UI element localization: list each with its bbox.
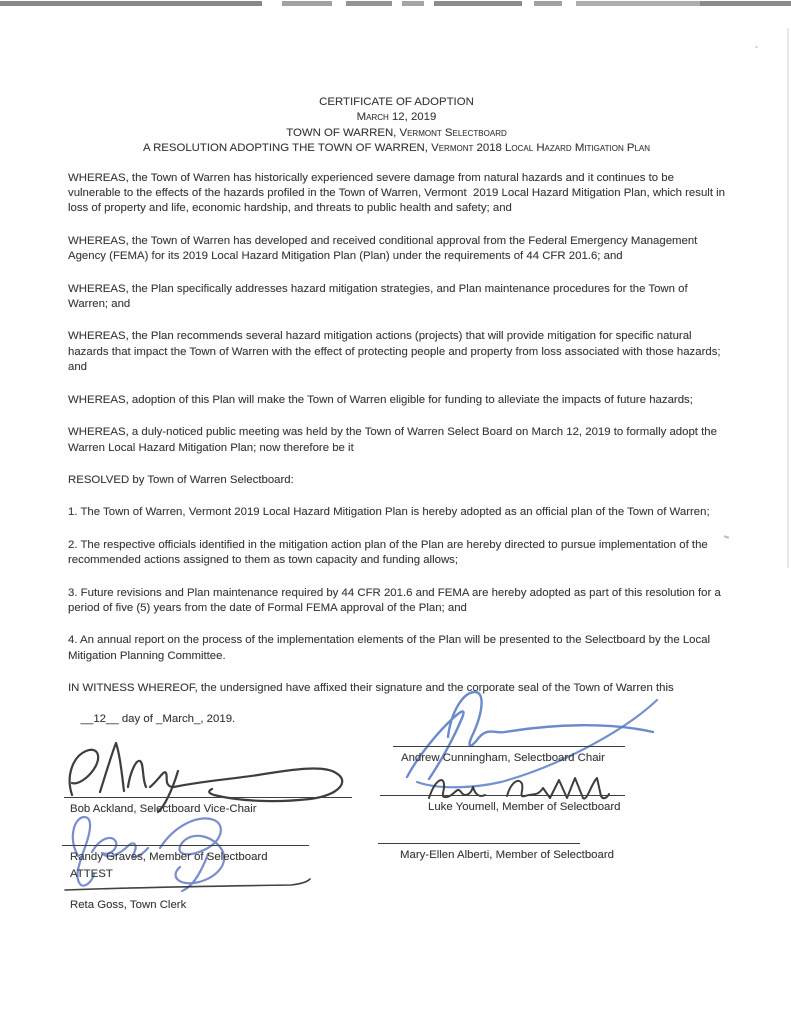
document-title: CERTIFICATE OF ADOPTION [319,96,474,108]
scan-speck [755,46,758,48]
witness-line-2: __12__ day of _March_, 2019. [80,712,236,725]
resolution-item-3: 3. Future revisions and Plan maintenance required by 44 CFR 201.6 and FEMA are hereby adopted as part of this resolution for a period of five (5) years from the date of Formal FEMA approval of the Plan; and [68,586,724,614]
resolution-item-1: 1. The Town of Warren, Vermont 2019 Local Hazard Mitigation Plan is hereby adopted as an official plan of the Town of Warren; [68,506,710,519]
bob-signature-label: Bob Ackland, Selectboard Vice-Chair [70,803,257,815]
reta-goss-signature-line [63,878,313,892]
whereas-paragraph-1: WHEREAS, the Town of Warren has historically experienced severe damage from natural hazards and it continues to be vulnerable to the effects of the hazards profiled in the Town of Warren, Vermont 2019 Local Hazard Mitigation Plan, which result in loss of property and life, economic hardship, and threats to public health and safety; and [68,171,729,215]
randy-signature-label: Randy Graves, Member of Selectboard [70,851,268,863]
scanner-artifact-strip [0,1,791,6]
document-body [68,95,729,727]
whereas-paragraph-3: WHEREAS, the Plan specifically addresses hazard mitigation strategies, and Plan maintenance procedures for the Town of Warren; and [68,282,691,311]
luke-signature-label: Luke Youmell, Member of Selectboard [428,801,621,813]
mary-signature-label: Mary-Ellen Alberti, Member of Selectboard [400,849,614,861]
document-date: March 12, 2019 [356,111,437,124]
bob-signature-line [64,797,352,798]
andrew-signature-label: Andrew Cunningham, Selectboard Chair [401,752,605,764]
attest-label: ATTEST [70,868,113,880]
whereas-paragraph-5: WHEREAS, adoption of this Plan will make the Town of Warren eligible for funding to alleviate the impacts of future hazards; [68,393,693,406]
andrew-signature-line [393,746,625,747]
whereas-paragraph-2: WHEREAS, the Town of Warren has developed and received conditional approval from the Federal Emergency Management Agency (FEMA) for its 2019 Local Hazard Mitigation Plan (Plan) under the requirements of 44 CFR 201.6; and [68,234,700,263]
resolution-item-4: 4. An annual report on the process of the implementation elements of the Plan will be presented to the Selectboard by the Local Mitigation Planning Committee. [68,634,714,662]
resolved-line: RESOLVED by Town of Warren Selectboard: [68,473,294,486]
witness-line-1: IN WITNESS WHEREOF, the undersigned have affixed their signature and the corporate seal of the Town of Warren this [68,682,674,695]
signature-block [68,738,728,920]
mary-signature-line [378,843,580,844]
resolution-item-2: 2. The respective officials identified in the mitigation action plan of the Plan are hereby directed to pursue implementation of the recommended actions assigned to them as town capacity and funding allows; [68,538,711,567]
reta-signature-label: Reta Goss, Town Clerk [70,899,187,911]
document-org: TOWN OF WARREN, Vermont Selectboard [286,126,507,139]
whereas-paragraph-6: WHEREAS, a duly-noticed public meeting was held by the Town of Warren Select Board on March 12, 2019 to formally adopt the Warren Local Hazard Mitigation Plan; now therefore be it [68,426,721,454]
luke-signature-line [380,795,625,796]
randy-signature-line [62,845,309,846]
scanner-edge-line [787,28,789,568]
whereas-paragraph-4: WHEREAS, the Plan recommends several hazard mitigation actions (projects) that will provide mitigation for specific natural hazards that impact the Town of Warren with the effect of protecting people and property from loss associated with those hazards; and [68,330,724,374]
resolution-title: A RESOLUTION ADOPTING THE TOWN OF WARREN, Vermont 2018 Local Hazard Mitigation Plan [142,142,651,155]
